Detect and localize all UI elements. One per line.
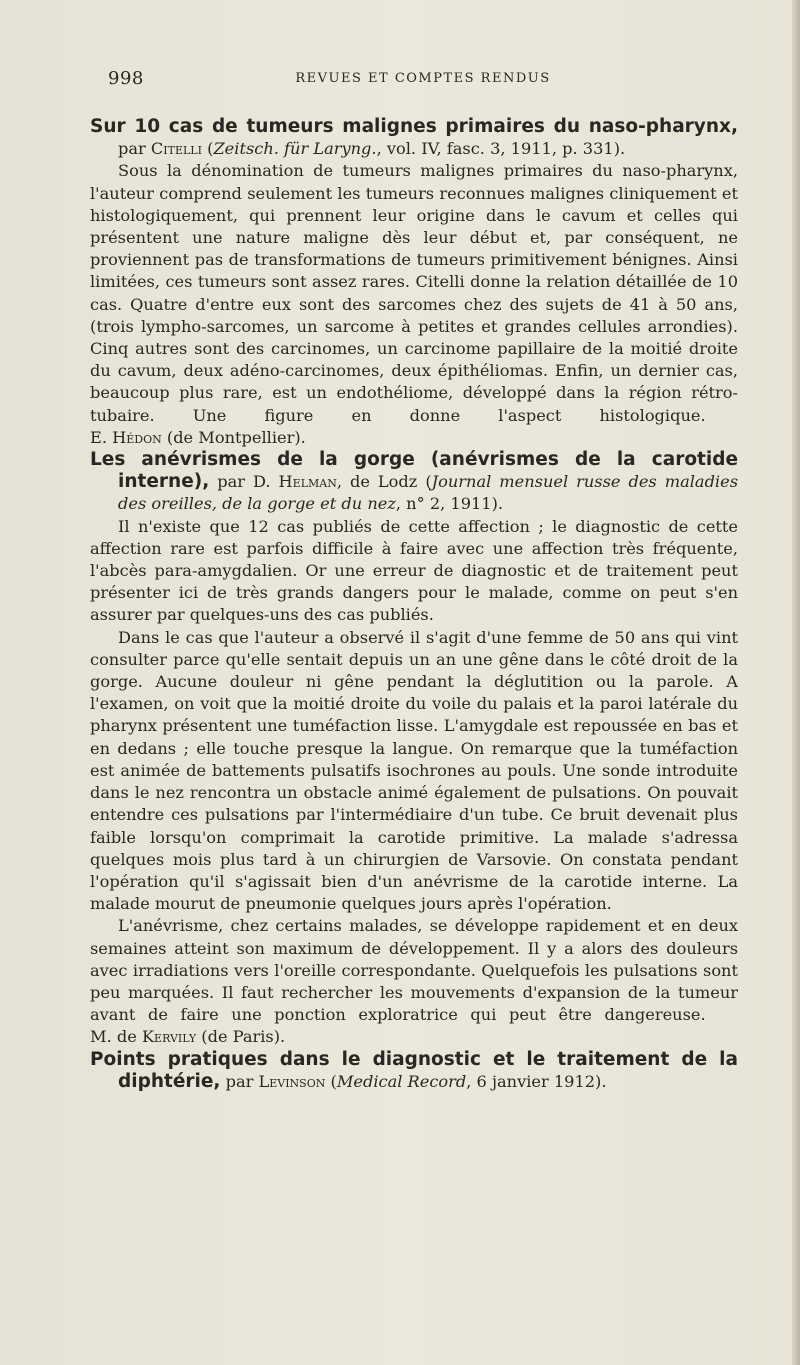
- running-head: REVUES ET COMPTES RENDUS: [295, 71, 551, 86]
- page-number: 998: [108, 68, 144, 89]
- article-2-citation: , n° 2, 1911).: [395, 494, 504, 514]
- article-3-heading: Points pratiques dans le diagnostic et le traitement de la diphtérie,: [90, 1048, 738, 1092]
- page-header: [108, 68, 738, 92]
- article-2-paragraph-1: Il n'existe que 12 cas publiés de cette affection ; le diagnostic de cette affection rare est parfois difficile à faire avec une affection très fréquente, l'abcès para-amygdalien. Or une erreur de diagnostic et de traitement peut présenter ici de très grands dangers pour le malade, comme on peut s'en assurer par quelques-uns des cas publiés.: [90, 516, 738, 625]
- article-2-author: Helman: [278, 472, 337, 492]
- article-1-journal: Zeitsch. für Laryng.: [213, 139, 377, 159]
- article-1-paragraph: Sous la dénomination de tumeurs malignes primaires du naso-pharynx, l'auteur comprend seulement les tumeurs reconnues malignes cliniquement et histologiquement, qui prennent leur origine dans le cavum et celles qui présentent une nature maligne dès leur début et, par conséquent, ne proviennent pas de transformations de tumeurs primitivement bénignes. Ainsi limitées, ces tumeurs sont assez rares. Citelli donne la relation détaillée de 10 cas. Quatre d'entre eux sont des sarcomes chez des sujets de 41 à 50 ans, (trois lympho-sarcomes, un sarcome à petites et grandes cellules arrondies). Cinq autres sont des carcinomes, un carcinome papillaire de la moitié droite du cavum, deux adéno-carcinomes, deux épithéliomas. Enfin, un dernier cas, beaucoup plus rare, est un endothéliome, développé dans la région rétro-tubaire. Une figure en donne l'aspect histologique. E. Hédon (de Montpellier).: [90, 161, 738, 447]
- article-2-paragraph-2: Dans le cas que l'auteur a observé il s'agit d'une femme de 50 ans qui vint consulter parce qu'elle sentait depuis un an une gêne dans le côté droit de la gorge. Aucune douleur ni gêne pendant la déglutition ou la parole. A l'examen, on voit que la moitié droite du voile du palais et la paroi latérale du pharynx présentent une tuméfaction lisse. L'amygdale est repoussée en bas et en dedans ; elle touche presque la langue. On remarque que la tuméfaction est animée de battements pulsatifs isochrones au pouls. Une sonde introduite dans le nez rencontra un obstacle animé également de pulsations. On pouvait entendre ces pulsations par l'intermédiaire d'un tube. Ce bruit devenait plus faible lorsqu'on comprimait la carotide primitive. La malade s'adressa quelques mois plus tard à un chirurgien de Varsovie. On constata pendant l'opération qu'il s'agissait bien d'un anévrisme de la carotide interne. La malade mourut de pneumonie quelques jours après l'opération.: [90, 627, 738, 914]
- page-edge: [792, 0, 800, 1365]
- article-title-3: Points pratiques dans le diagnostic et le traitement de la diphtérie, par Levinson (Medical Record, 6 janvier 1912).: [90, 1048, 738, 1092]
- article-title-2: Les anévrismes de la gorge (anévrismes de la carotide interne), par D. Helman, de Lodz (Journal mensuel russe des maladies des oreilles, de la gorge et du nez, n° 2, 1911).: [90, 449, 738, 514]
- article-1-citation: , vol. IV, fasc. 3, 1911, p. 331).: [376, 139, 626, 159]
- article-1-author: Citelli: [150, 139, 202, 159]
- article-2-journal: Journal mensuel russe des maladies des oreilles, de la gorge et du nez: [118, 472, 738, 514]
- article-1-signature: E. Hédon (de Montpellier).: [90, 427, 306, 447]
- article-3-citation: , 6 janvier 1912).: [466, 1071, 607, 1091]
- article-2-signature: M. de Kervily (de Paris).: [90, 1027, 286, 1047]
- article-3-journal: Medical Record: [336, 1071, 467, 1091]
- article-1-heading: Sur 10 cas de tumeurs malignes primaires du naso-pharynx,: [90, 116, 738, 137]
- article-2-paragraph-3: L'anévrisme, chez certains malades, se développe rapidement et en deux semaines atteint son maximum de développement. Il y a alors des douleurs avec irradiations vers l'oreille correspondante. Quelquefois les pulsations sont peu marquées. Il faut rechercher les mouvements d'expansion de la tumeur avant de faire une ponction exploratrice qui peut être dangereuse. M. de Kervily (de Paris).: [90, 916, 738, 1047]
- page-body: [90, 116, 738, 1093]
- article-2-heading: Les anévrismes de la gorge (anévrismes de la carotide interne),: [90, 449, 738, 493]
- article-title-1: Sur 10 cas de tumeurs malignes primaires du naso-pharynx, par Citelli (Zeitsch. für Laryng., vol. IV, fasc. 3, 1911, p. 331).: [90, 116, 738, 159]
- article-3-author: Levinson: [258, 1071, 326, 1091]
